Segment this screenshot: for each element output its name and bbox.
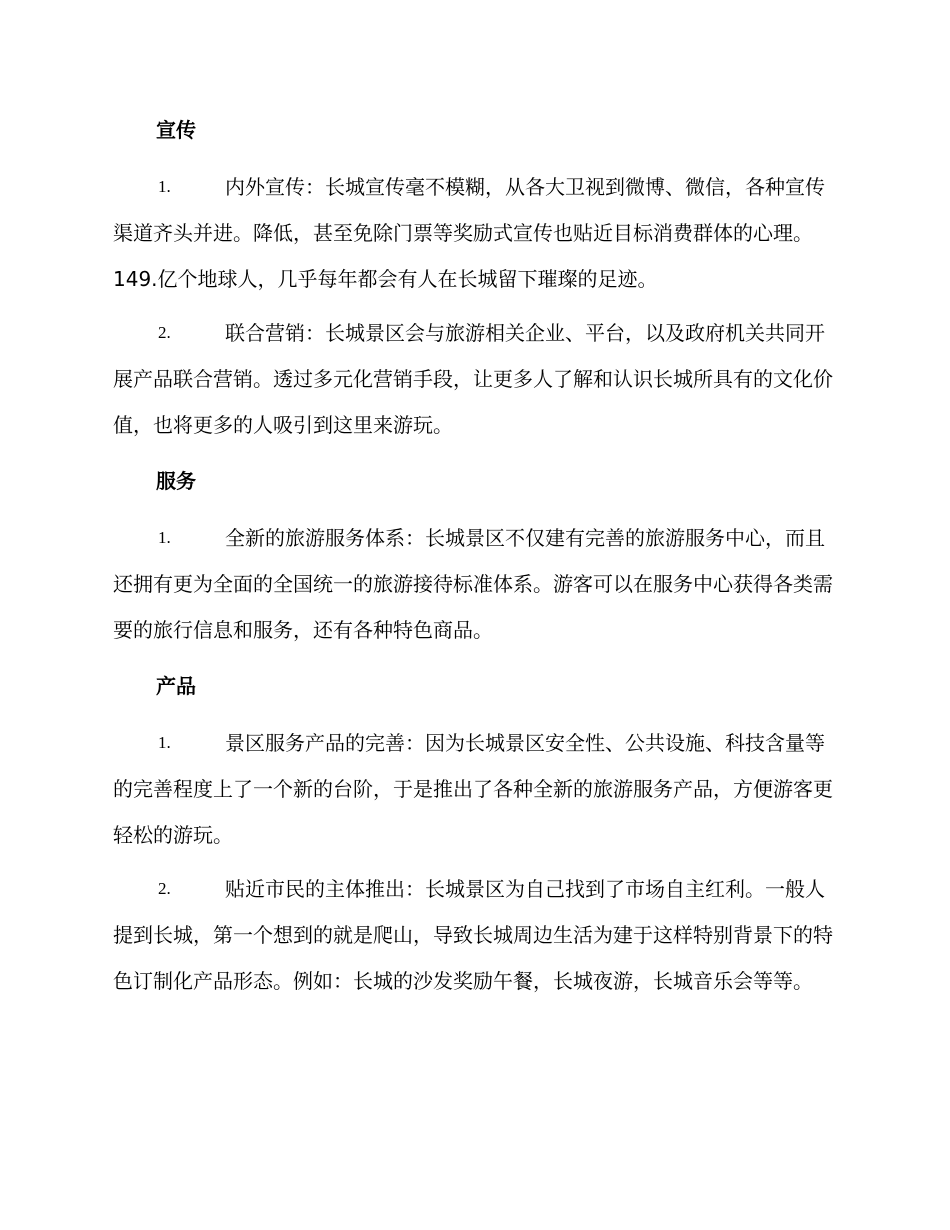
list-item-product-2: [113, 866, 835, 1004]
list-item-product-1: [113, 720, 835, 858]
list-item-publicity-2: [113, 310, 835, 448]
list-item-text: 景区服务产品的完善：因为长城景区安全性、公共设施、科技含量等的完善程度上了一个新的台阶，于是推出了各种全新的旅游服务产品，方便游客更轻松的游玩。: [113, 731, 833, 847]
list-item-publicity-1: [113, 164, 835, 302]
list-item-text: 内外宣传：长城宣传毫不模糊，从各大卫视到微博、微信，各种宣传渠道齐头并进。降低，甚至免除门票等奖励式宣传也贴近目标消费群体的心理。149.亿个地球人，几乎每年都会有人在长城留下璀璨的足迹。: [113, 175, 825, 291]
list-number: 2.: [158, 879, 171, 898]
list-number: 2.: [158, 323, 171, 342]
list-number: 1.: [158, 528, 171, 547]
section-heading-publicity: 宣传: [156, 118, 196, 142]
section-heading-product: 产品: [156, 674, 196, 698]
list-item-text: 全新的旅游服务体系：长城景区不仅建有完善的旅游服务中心，而且还拥有更为全面的全国统一的旅游接待标准体系。游客可以在服务中心获得各类需要的旅行信息和服务，还有各种特色商品。: [113, 526, 833, 642]
list-item-text: 贴近市民的主体推出：长城景区为自己找到了市场自主红利。一般人提到长城，第一个想到的就是爬山，导致长城周边生活为建于这样特别背景下的特色订制化产品形态。例如：长城的沙发奖励午餐，长城夜游，长城音乐会等等。: [113, 877, 833, 993]
section-heading-service: 服务: [156, 469, 196, 493]
list-number: 1.: [158, 733, 171, 752]
list-item-service-1: [113, 515, 835, 653]
list-number: 1.: [158, 177, 171, 196]
list-item-text: 联合营销：长城景区会与旅游相关企业、平台，以及政府机关共同开展产品联合营销。透过多元化营销手段，让更多人了解和认识长城所具有的文化价值，也将更多的人吸引到这里来游玩。: [113, 321, 833, 437]
